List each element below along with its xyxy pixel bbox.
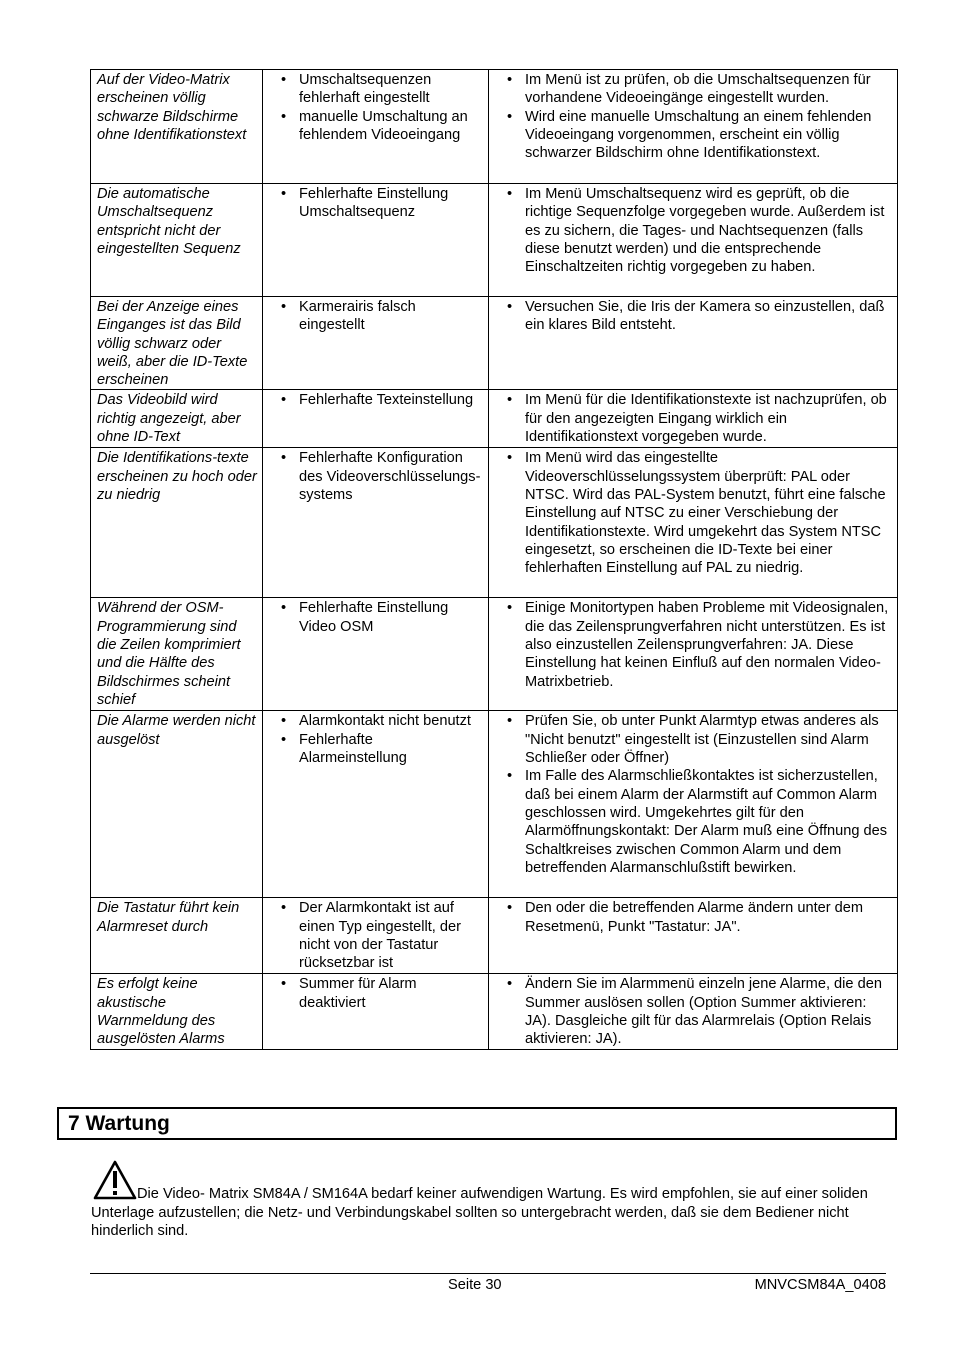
footer-page-number: Seite 30 xyxy=(448,1277,502,1293)
problem-cell: Die Tastatur führt kein Alarmreset durch xyxy=(91,898,263,974)
remedy-cell xyxy=(489,297,898,390)
cause-item: • Fehlerhafte Texteinstellung xyxy=(283,391,483,409)
remedy-item: • Im Menü wird das eingestellte Videoverschlüsselungssystem überprüft: PAL oder NTSC. Wird das PAL-System benutzt, führt eine falsche Einstellung auf NTSC zu einer Verschiebung der Identifikationstexte. Wird umgekehrt das System NTSC eingesetzt, so erscheinen die ID-Texte bei einer fehlerhaften Einstellung auf PAL zu niedrig. xyxy=(509,449,892,577)
cause-list xyxy=(269,185,483,222)
cause-list xyxy=(269,71,483,144)
cause-item: • Alarmkontakt nicht benutzt xyxy=(283,712,483,730)
section-heading-box xyxy=(57,1107,897,1140)
remedy-item: • Ändern Sie im Alarmmenü einzeln jene Alarme, die den Summer auslösen sollen (Option Summer aktivieren: JA). Dasgleiche gilt für das Alarmrelais (Option Relais aktivieren: JA). xyxy=(509,975,892,1048)
troubleshooting-table xyxy=(90,69,898,1050)
cause-cell xyxy=(263,297,489,390)
remedy-item: • Den oder die betreffenden Alarme ändern unter dem Resetmenü, Punkt "Tastatur: JA". xyxy=(509,899,892,936)
remedy-cell xyxy=(489,598,898,711)
troubleshooting-table-body xyxy=(91,70,898,1050)
remedy-cell xyxy=(489,974,898,1050)
remedy-item: • Im Menü für die Identifikationstexte ist nachzuprüfen, ob für den angezeigten Eingang wirklich ein Identifikationstext vorgegeben wurde. xyxy=(509,391,892,446)
remedy-list xyxy=(495,712,892,877)
remedy-list xyxy=(495,391,892,446)
section-title: 7 Wartung xyxy=(68,1112,170,1135)
table-row xyxy=(91,184,898,297)
cause-cell xyxy=(263,598,489,711)
remedy-item: • Prüfen Sie, ob unter Punkt Alarmtyp etwas anderes als "Nicht benutzt" eingestellt ist (Einzustellen sind Alarm Schließer oder Öffner) xyxy=(509,712,892,767)
cause-list xyxy=(269,391,483,409)
cause-cell xyxy=(263,974,489,1050)
remedy-list xyxy=(495,298,892,335)
cause-item: • Fehlerhafte Einstellung Umschaltsequenz xyxy=(283,185,483,222)
cause-item: • Fehlerhafte Konfiguration des Videoverschlüsselungs-systems xyxy=(283,449,483,504)
cause-item: • Fehlerhafte Einstellung Video OSM xyxy=(283,599,483,636)
cause-cell xyxy=(263,448,489,598)
table-row xyxy=(91,70,898,184)
cause-list xyxy=(269,899,483,972)
cause-list xyxy=(269,449,483,504)
cause-cell xyxy=(263,390,489,448)
remedy-list xyxy=(495,975,892,1048)
remedy-list xyxy=(495,449,892,577)
problem-cell: Die Alarme werden nicht ausgelöst xyxy=(91,711,263,898)
remedy-cell xyxy=(489,70,898,184)
remedy-item: • Im Falle des Alarmschließkontaktes ist sicherzustellen, daß bei einem Alarm der Alarmstift auf Common Alarm geschlossen wird. Umgekehrtes gilt für den Alarmöffnungskontakt: Der Alarm muß eine Öffnung des Schaltkreises zwischen Common Alarm und dem betreffenden Alarmanschlußstift bewirken. xyxy=(509,767,892,877)
problem-cell: Bei der Anzeige eines Einganges ist das Bild völlig schwarz oder weiß, aber die ID-Texte erscheinen xyxy=(91,297,263,390)
cause-list xyxy=(269,298,483,335)
problem-cell: Auf der Video-Matrix erscheinen völlig schwarze Bildschirme ohne Identifikationstext xyxy=(91,70,263,184)
table-row xyxy=(91,390,898,448)
problem-cell: Die automatische Umschaltsequenz entspricht nicht der eingestellten Sequenz xyxy=(91,184,263,297)
footer-divider xyxy=(90,1273,886,1274)
table-row xyxy=(91,598,898,711)
remedy-cell xyxy=(489,448,898,598)
maintenance-note xyxy=(91,1185,891,1241)
remedy-item: • Im Menü Umschaltsequenz wird es geprüft, ob die richtige Sequenzfolge vorgegeben wurde. Außerdem ist es zu sichern, die Tages- und Nachtsequenzen (falls diese benutzt werden) und die entsprechende Einschaltzeiten richtig vorgegeben zu haben. xyxy=(509,185,892,276)
remedy-cell xyxy=(489,711,898,898)
problem-cell: Während der OSM-Programmierung sind die Zeilen komprimiert und die Hälfte des Bildschirmes scheint schief xyxy=(91,598,263,711)
cause-item: • Fehlerhafte Alarmeinstellung xyxy=(283,731,483,768)
maintenance-note-text: Die Video- Matrix SM84A / SM164A bedarf keiner aufwendigen Wartung. Es wird empfohlen, sie auf einer soliden Unterlage aufzustellen; die Netz- und Verbindungskabel sollten so untergebracht werden, daß sie dem Bediener nicht hinderlich sind. xyxy=(91,1186,868,1239)
table-row xyxy=(91,297,898,390)
cause-list xyxy=(269,975,483,1012)
remedy-item: • Im Menü ist zu prüfen, ob die Umschaltsequenzen für vorhandene Videoeingänge eingestellt wurden. xyxy=(509,71,892,108)
remedy-list xyxy=(495,599,892,690)
cause-cell xyxy=(263,898,489,974)
cause-cell xyxy=(263,70,489,184)
table-row xyxy=(91,974,898,1050)
cause-list xyxy=(269,712,483,767)
cause-cell xyxy=(263,711,489,898)
remedy-cell xyxy=(489,390,898,448)
remedy-list xyxy=(495,899,892,936)
cause-item: • Umschaltsequenzen fehlerhaft eingestellt xyxy=(283,71,483,108)
remedy-item: • Wird eine manuelle Umschaltung an einem fehlenden Videoeingang vorgenommen, erscheint ein völlig schwarzer Bildschirm ohne Identifikationstext. xyxy=(509,108,892,163)
problem-cell: Es erfolgt keine akustische Warnmeldung des ausgelösten Alarms xyxy=(91,974,263,1050)
cause-item: • Summer für Alarm deaktiviert xyxy=(283,975,483,1012)
remedy-item: • Einige Monitortypen haben Probleme mit Videosignalen, die das Zeilensprungverfahren nicht unterstützen. Es ist also einzustellen Zeilensprungverfahren: JA. Diese Einstellung hat keinen Einfluß auf den normalen Video-Matrixbetrieb. xyxy=(509,599,892,690)
cause-item: • manuelle Umschaltung an fehlendem Videoeingang xyxy=(283,108,483,145)
problem-cell: Das Videobild wird richtig angezeigt, aber ohne ID-Text xyxy=(91,390,263,448)
table-row xyxy=(91,898,898,974)
remedy-item: • Versuchen Sie, die Iris der Kamera so einzustellen, daß ein klares Bild entsteht. xyxy=(509,298,892,335)
cause-item: • Karmerairis falsch eingestellt xyxy=(283,298,483,335)
table-row xyxy=(91,448,898,598)
problem-cell: Die Identifikations-texte erscheinen zu hoch oder zu niedrig xyxy=(91,448,263,598)
remedy-cell xyxy=(489,184,898,297)
remedy-list xyxy=(495,71,892,162)
cause-cell xyxy=(263,184,489,297)
remedy-list xyxy=(495,185,892,276)
table-row xyxy=(91,711,898,898)
remedy-cell xyxy=(489,898,898,974)
cause-item: • Der Alarmkontakt ist auf einen Typ eingestellt, der nicht von der Tastatur rücksetzbar ist xyxy=(283,899,483,972)
footer-document-id: MNVCSM84A_0408 xyxy=(754,1277,886,1293)
cause-list xyxy=(269,599,483,636)
